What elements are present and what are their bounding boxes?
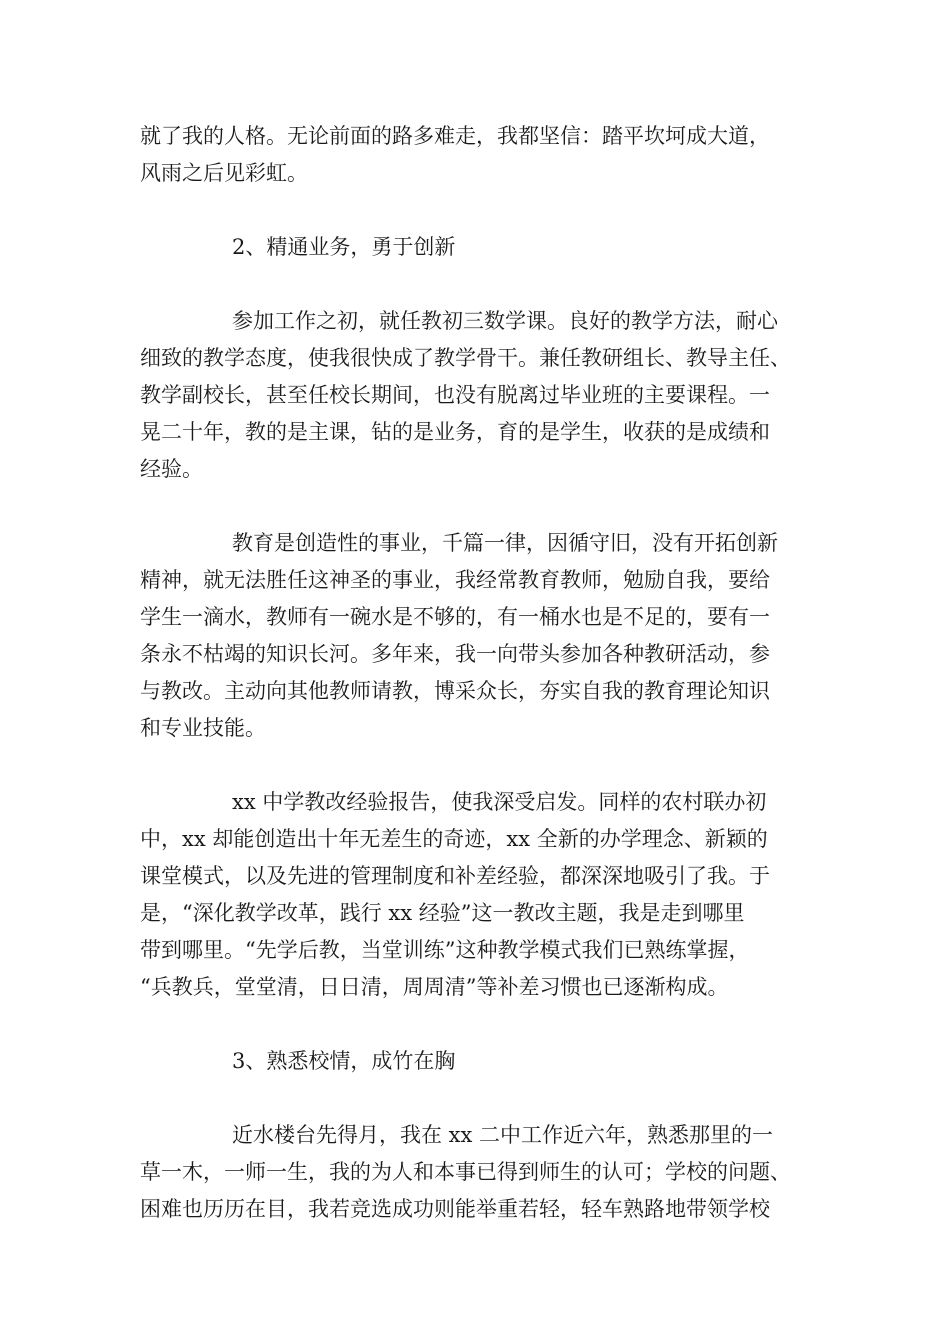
paragraph-reform-experience [140,784,820,1006]
text-line: 是，“深化教学改革，践行 xx 经验”这一教改主题，我是走到哪里 [140,901,745,925]
text-line: 细致的教学态度，使我很快成了教学骨干。兼任教研组长、教导主任、 [140,346,791,370]
text-line: 精神，就无法胜任这神圣的事业，我经常教育教师，勉励自我，要给 [140,568,770,592]
text-line: 与教改。主动向其他教师请教，博采众长，夯实自我的教育理论知识 [140,679,770,703]
section-heading-3: 3、熟悉校情，成竹在胸 [232,1049,456,1073]
document-body [140,118,820,1265]
paragraph-school-familiarity [140,1117,820,1228]
text-line: xx 中学教改经验报告，使我深受启发。同样的农村联办初 [232,790,767,814]
text-line: 参加工作之初，就任教初三数学课。良好的教学方法，耐心 [232,309,778,333]
text-line: 课堂模式，以及先进的管理制度和补差经验，都深深地吸引了我。于 [140,864,770,888]
text-line: 教学副校长，甚至任校长期间，也没有脱离过毕业班的主要课程。一 [140,383,770,407]
section-heading-2: 2、精通业务，勇于创新 [232,235,456,259]
text-line: 教育是创造性的事业，千篇一律，因循守旧，没有开拓创新 [232,531,778,555]
text-line: 带到哪里。“先学后教，当堂训练”这种教学模式我们已熟练掌握， [140,938,750,962]
text-line: 风雨之后见彩虹。 [140,161,308,185]
text-line: 和专业技能。 [140,716,266,740]
text-line: “兵教兵，堂堂清，日日清，周周清”等补差习惯也已逐渐构成。 [140,975,729,999]
text-line: 条永不枯竭的知识长河。多年来，我一向带头参加各种教研活动，参 [140,642,770,666]
paragraph-continuation [140,118,820,192]
text-line: 就了我的人格。无论前面的路多难走，我都坚信：踏平坎坷成大道， [140,124,770,148]
text-line: 中，xx 却能创造出十年无差生的奇迹，xx 全新的办学理念、新颖的 [140,827,768,851]
text-line: 经验。 [140,457,203,481]
text-line: 草一木，一师一生，我的为人和本事已得到师生的认可；学校的问题、 [140,1160,791,1184]
text-line: 学生一滴水，教师有一碗水是不够的，有一桶水也是不足的，要有一 [140,605,770,629]
paragraph-teaching-experience [140,303,820,488]
text-line: 困难也历历在目，我若竞选成功则能举重若轻，轻车熟路地带领学校 [140,1197,770,1221]
paragraph-innovation [140,525,820,747]
text-line: 晃二十年，教的是主课，钻的是业务，育的是学生，收获的是成绩和 [140,420,770,444]
text-line: 近水楼台先得月，我在 xx 二中工作近六年，熟悉那里的一 [232,1123,774,1147]
